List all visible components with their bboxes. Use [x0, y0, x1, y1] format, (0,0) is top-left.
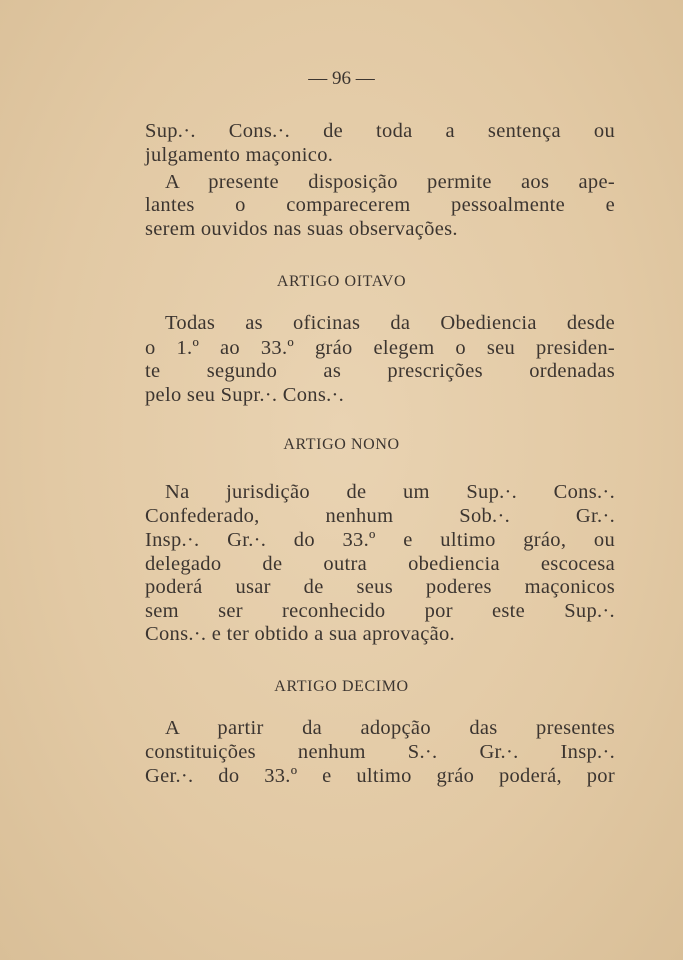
text-line: pelo seu Supr.·. Cons.·. [145, 384, 345, 406]
text-line: julgamento maçonico. [145, 144, 334, 166]
text-line: Confederado, nenhum Sob.·. Gr.·. [145, 505, 615, 527]
text-line: Na jurisdição de um Sup.·. Cons.·. [165, 481, 615, 503]
article-heading: ARTIGO NONO [283, 436, 400, 453]
text-line: te segundo as prescrições ordenadas [145, 360, 615, 382]
text-line: lantes o comparecerem pessoalmente e [145, 194, 615, 216]
text-line: Sup.·. Cons.·. de toda a sentença ou [145, 120, 615, 142]
page-number: — 96 — [308, 68, 375, 89]
text-line: poderá usar de seus poderes maçonicos [145, 576, 615, 598]
article-heading: ARTIGO DECIMO [274, 678, 409, 695]
text-line: Todas as oficinas da Obediencia desde [165, 312, 615, 334]
text-line: constituições nenhum S.·. Gr.·. Insp.·. [145, 741, 615, 763]
text-line: delegado de outra obediencia escocesa [145, 553, 615, 575]
text-line: Ger.·. do 33.º e ultimo gráo poderá, por [145, 765, 615, 787]
text-line: o 1.º ao 33.º gráo elegem o seu presiden- [145, 337, 615, 359]
text-line: A partir da adopção das presentes [165, 717, 615, 739]
text-line: sem ser reconhecido por este Sup.·. [145, 600, 615, 622]
text-line: Cons.·. e ter obtido a sua aprovação. [145, 623, 455, 645]
article-heading: ARTIGO OITAVO [276, 273, 407, 290]
text-line: Insp.·. Gr.·. do 33.º e ultimo gráo, ou [145, 529, 615, 551]
text-line: serem ouvidos nas suas observações. [145, 218, 458, 240]
text-line: A presente disposição permite aos ape- [165, 171, 615, 193]
